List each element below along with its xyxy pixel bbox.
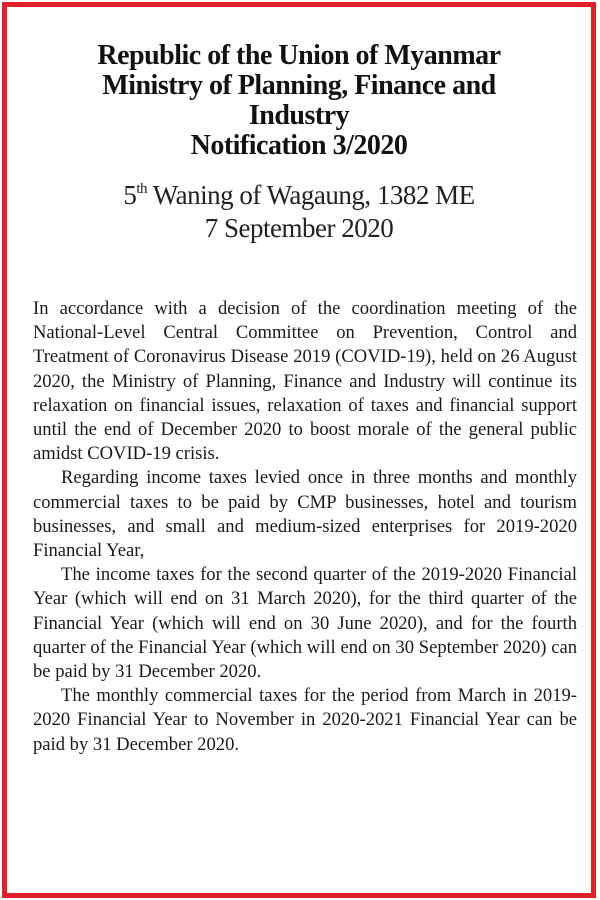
title-line-industry: Industry <box>248 100 350 131</box>
paragraph-regarding: Regarding income taxes levied once in three months and monthly commercial taxes to be paid by CMP businesses, hotel and tourism businesses, and small and medium-sized enterprises for 2019-2020 Financial Year, <box>33 467 577 562</box>
myanmar-calendar-date <box>7 179 591 212</box>
title-line-ministry: Ministry of Planning, Finance and <box>102 70 496 101</box>
date-ordinal-suffix: th <box>136 181 148 197</box>
paragraph-decision: In accordance with a decision of the coordination meeting of the National-Level Central Committee on Prevention, Control and Treatment of Coronavirus Disease 2019 (COVID-19), held on 26 August 2020, the Ministry of Planning, Finance and Industry will continue its relaxation on financial issues, relaxation of taxes and financial support until the end of December 2020 to boost morale of the general public amidst COVID-19 crisis. <box>33 298 577 465</box>
notice-border-frame <box>2 2 596 898</box>
date-ordinal-number: 5 <box>123 180 137 210</box>
paragraph-income-taxes: The income taxes for the second quarter of the 2019-2020 Financial Year (which will end on 31 March 2020), for the third quarter of the Financial Year (which will end on 30 June 2020), and for the fourth quarter of the Financial Year (which will end on 30 September 2020) can be paid by 31 December 2020. <box>33 564 577 683</box>
notification-number: Notification 3/2020 <box>190 130 408 161</box>
paragraph-commercial-taxes: The monthly commercial taxes for the period from March in 2019-2020 Financial Year to November in 2020-2021 Financial Year can be paid by 31 December 2020. <box>33 685 577 755</box>
notice-date <box>7 179 591 245</box>
title-line-republic: Republic of the Union of Myanmar <box>97 40 501 71</box>
notice-body <box>33 297 577 757</box>
date-line1-rest: Waning of Wagaung, 1382 ME <box>147 180 475 210</box>
notice-header <box>7 41 591 245</box>
gregorian-date: 7 September 2020 <box>204 213 394 243</box>
